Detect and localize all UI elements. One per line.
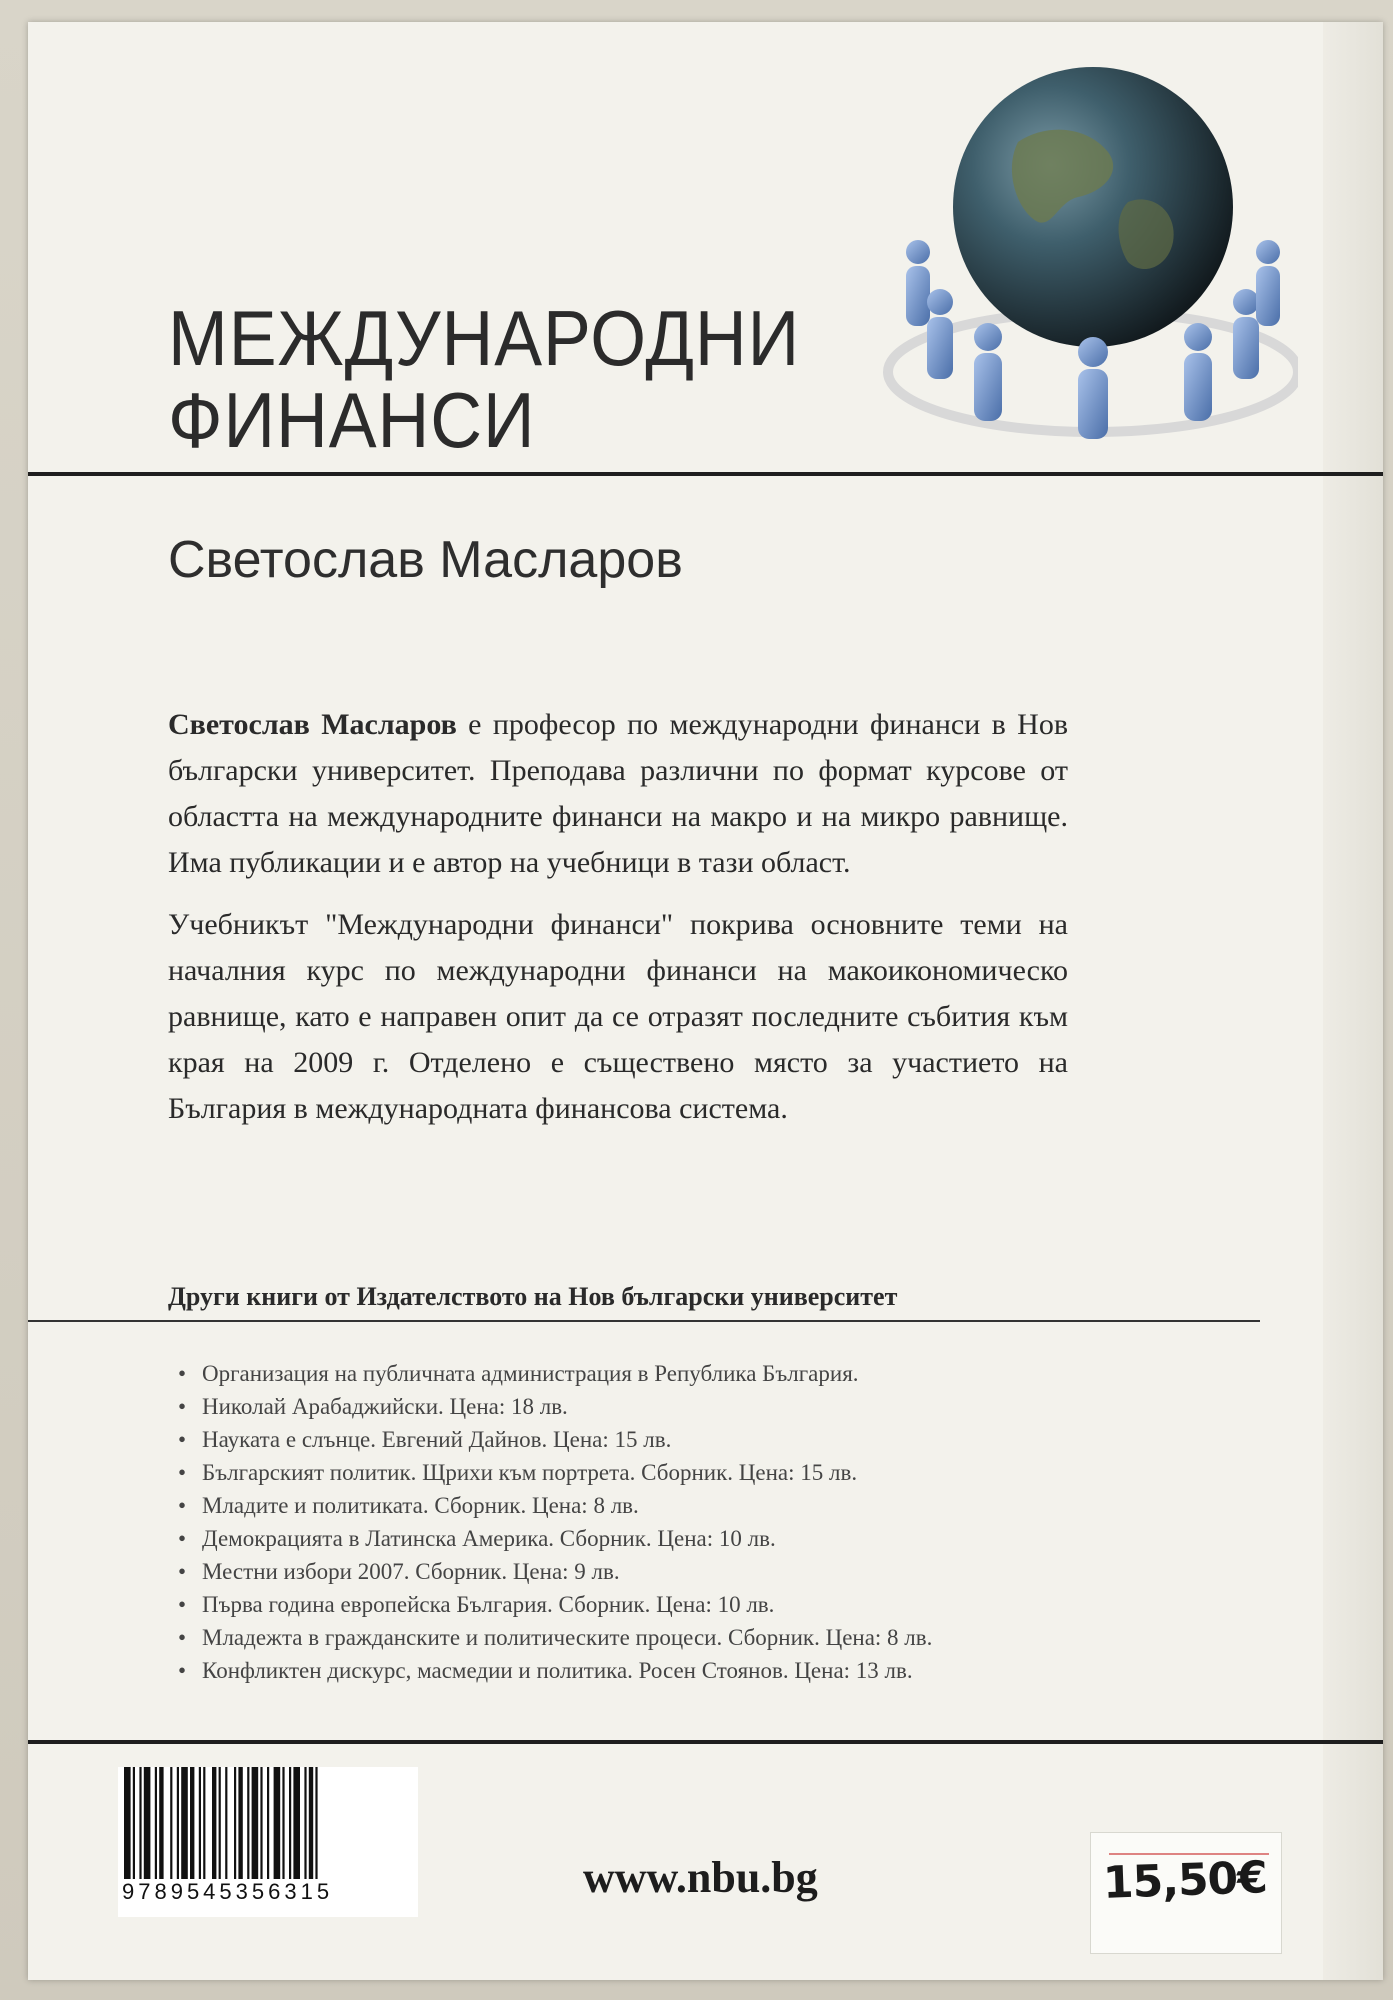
book-title — [168, 294, 801, 464]
barcode-bar — [170, 1767, 172, 1879]
barcode-bar — [274, 1767, 281, 1879]
barcode-bar — [282, 1767, 284, 1879]
barcode-bar — [155, 1767, 157, 1879]
page-edges — [1323, 22, 1383, 1980]
other-books-heading: Други книги от Издателството на Нов български университет — [168, 1282, 898, 1311]
book-description: Учебникът "Международни финанси" покрива основните теми на началния курс по международни финанси на макоикономическо равнище, като е направен опит да се отразят последните събития към края на 2009 г. Отделено е съществено място за участието на България в международната финансова система. — [168, 908, 1068, 1125]
other-books-divider — [28, 1320, 1260, 1322]
barcode-bar — [190, 1767, 194, 1879]
price-value: 15,50€ — [1102, 1852, 1268, 1909]
barcode-bar — [144, 1767, 151, 1879]
globe-with-people-illustration — [878, 52, 1298, 472]
barcode-bar — [293, 1767, 300, 1879]
barcode-bar — [139, 1767, 141, 1879]
book-back-cover — [28, 22, 1383, 1980]
list-item: • Първа година европейска България. Сборник. Цена: 10 лв. — [178, 1588, 932, 1621]
barcode-bar — [159, 1767, 163, 1879]
list-item: • Местни избори 2007. Сборник. Цена: 9 лв. — [178, 1555, 932, 1588]
barcode-bar — [260, 1767, 262, 1879]
list-item: • Николай Арабаджийски. Цена: 18 лв. — [178, 1390, 932, 1423]
list-item: • Конфликтен дискурс, масмедии и политика. Росен Стоянов. Цена: 13 лв. — [178, 1654, 932, 1687]
other-books-list — [178, 1357, 932, 1687]
barcode-bar — [203, 1767, 205, 1879]
barcode-bar — [315, 1767, 317, 1879]
globe — [953, 67, 1233, 347]
price-sticker — [1090, 1832, 1282, 1954]
list-item: • Младите и политиката. Сборник. Цена: 8 лв. — [178, 1489, 932, 1522]
title-line-2: ФИНАНСИ — [168, 376, 536, 464]
list-item: • Българският политик. Щрихи към портрета. Сборник. Цена: 15 лв. — [178, 1456, 932, 1489]
barcode-bar — [212, 1767, 216, 1879]
author-bio-text: е професор по международни финанси в Нов български университет. Преподава различни по формат курсове от областта на международните финанси на макро и на микро равнище. Има публикации и е автор на учебници в тази област. — [168, 708, 1068, 879]
list-item: • Демокрацията в Латинска Америка. Сборник. Цена: 10 лв. — [178, 1522, 932, 1555]
barcode-bar — [267, 1767, 269, 1879]
barcode-bars — [118, 1767, 418, 1879]
barcode-bar — [234, 1767, 236, 1879]
barcode-bar — [219, 1767, 221, 1879]
list-item: • Науката е слънце. Евгений Дайнов. Цена: 15 лв. — [178, 1423, 932, 1456]
barcode-bar — [309, 1767, 313, 1879]
barcode-bar — [124, 1767, 131, 1879]
barcode-bar — [199, 1767, 201, 1879]
author-bio — [168, 702, 1068, 886]
isbn-number: 9789545356315 — [122, 1879, 334, 1904]
barcode-bar — [289, 1767, 291, 1879]
author-name: Светослав Масларов — [168, 531, 683, 589]
barcode-bar — [252, 1767, 259, 1879]
barcode — [118, 1767, 418, 1917]
title-divider — [28, 472, 1383, 476]
author-bold: Светослав Масларов — [168, 708, 457, 741]
barcode-bar — [133, 1767, 135, 1879]
list-item: • Младежта в гражданските и политическите процеси. Сборник. Цена: 8 лв. — [178, 1621, 932, 1654]
barcode-bar — [225, 1767, 227, 1879]
barcode-bar — [238, 1767, 242, 1879]
footer-divider — [28, 1740, 1383, 1744]
list-item: • Организация на публичната администрация в Република България. — [178, 1357, 932, 1390]
publisher-url: www.nbu.bg — [583, 1853, 818, 1902]
title-line-1: МЕЖДУНАРОДНИ — [168, 294, 801, 382]
barcode-bar — [247, 1767, 249, 1879]
barcode-bar — [177, 1767, 179, 1879]
barcode-bar — [304, 1767, 306, 1879]
barcode-bar — [181, 1767, 188, 1879]
